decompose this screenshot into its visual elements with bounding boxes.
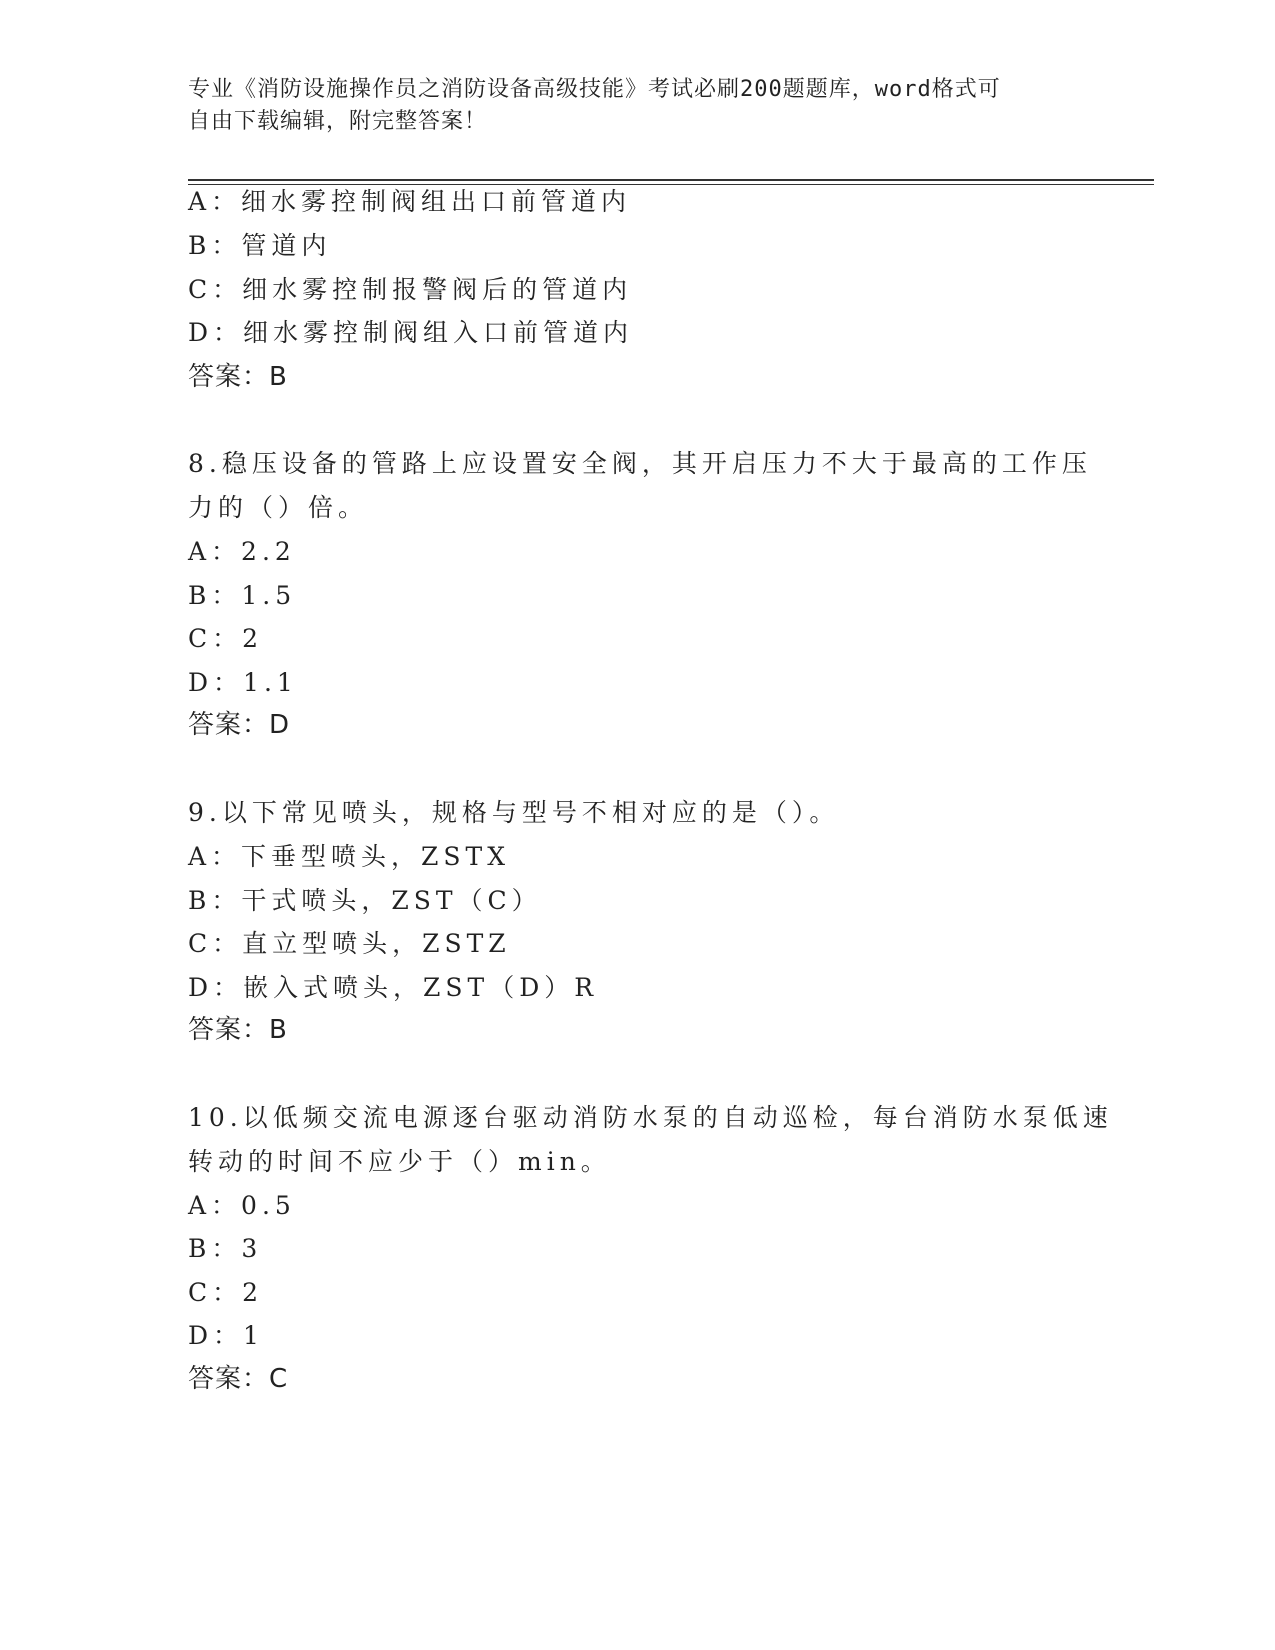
prev-option-a: A：细水雾控制阀组出口前管道内 — [188, 187, 632, 216]
q10-stem-line-2: 转动的时间不应少于（）min。 — [188, 1147, 611, 1176]
document-header — [188, 74, 1088, 138]
q10-answer: 答案：C — [188, 1364, 289, 1394]
q10-option-a: A：0.5 — [188, 1191, 296, 1220]
q9-option-a: A：下垂型喷头，ZSTX — [188, 842, 511, 871]
q8-option-c: C：2 — [188, 624, 264, 653]
q9-option-c: C：直立型喷头，ZSTZ — [188, 929, 511, 958]
header-divider-thick — [188, 179, 1154, 181]
q9-answer: 答案：B — [188, 1015, 288, 1045]
q8-stem-line-1: 8.稳压设备的管路上应设置安全阀，其开启压力不大于最高的工作压 — [188, 449, 1092, 478]
prev-answer: 答案：B — [188, 362, 288, 392]
q9-option-d: D：嵌入式喷头，ZST（D）R — [188, 973, 599, 1002]
prev-option-b: B：管道内 — [188, 231, 332, 260]
q8-option-d: D：1.1 — [188, 668, 298, 697]
header-divider-thin — [188, 184, 1154, 185]
q10-option-d: D：1 — [188, 1321, 264, 1350]
header-line-1: 专业《消防设施操作员之消防设备高级技能》考试必刷200题题库，word格式可 — [188, 77, 1001, 102]
q10-option-c: C：2 — [188, 1278, 264, 1307]
prev-option-c: C：细水雾控制报警阀后的管道内 — [188, 275, 633, 304]
q8-stem-line-2: 力的（）倍。 — [188, 493, 369, 522]
prev-option-d: D：细水雾控制阀组入口前管道内 — [188, 318, 634, 347]
q8-option-b: B：1.5 — [188, 581, 297, 610]
q8-answer: 答案：D — [188, 710, 291, 740]
q10-stem-line-1: 10.以低频交流电源逐台驱动消防水泵的自动巡检，每台消防水泵低速 — [188, 1103, 1113, 1132]
q10-option-b: B：3 — [188, 1234, 263, 1263]
q9-option-b: B：干式喷头，ZST（C） — [188, 886, 542, 915]
q8-option-a: A：2.2 — [188, 537, 296, 566]
header-line-2: 自由下载编辑，附完整答案！ — [188, 109, 488, 134]
q9-stem-line-1: 9.以下常见喷头，规格与型号不相对应的是（）。 — [188, 798, 840, 827]
